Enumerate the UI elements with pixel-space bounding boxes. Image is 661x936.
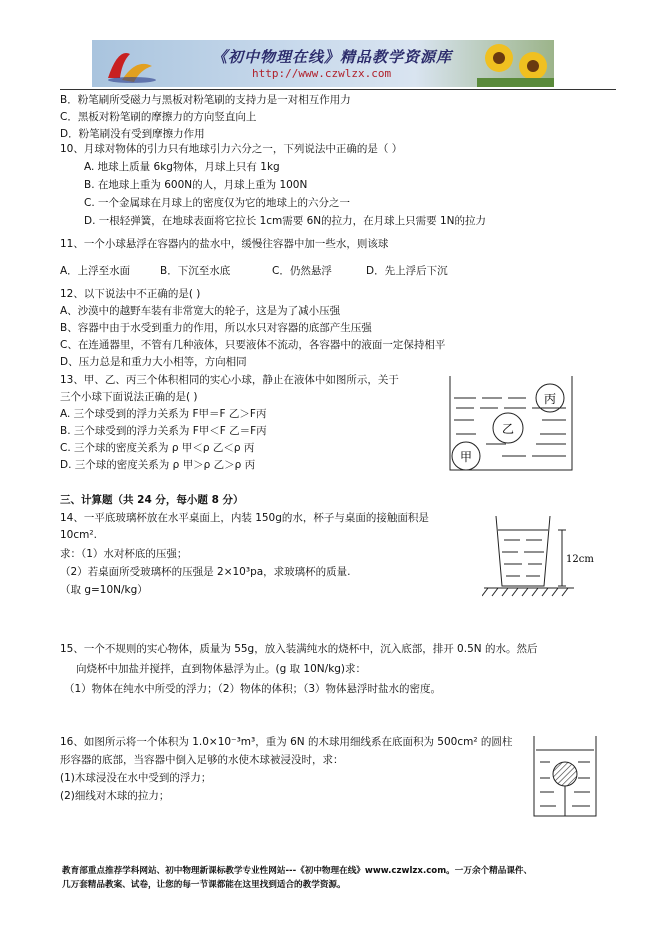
ball-bing-label: 丙	[543, 392, 557, 406]
q16-line3: (1)木球浸没在水中受到的浮力；	[60, 772, 212, 784]
q14-line4: （2）若桌面所受玻璃杯的压强是 2×10³pa，求玻璃杯的质量.	[60, 566, 351, 578]
ball-jia-label: 甲	[459, 450, 473, 464]
q10-option-c: C. 一个金属球在月球上的密度仅为它的地球上的六分之一	[84, 197, 351, 209]
q12-option-d: D、压力总是和重力大小相等，方向相同	[60, 356, 247, 368]
ball-yi-label: 乙	[501, 422, 515, 436]
q10-option-d: D. 一根轻弹簧，在地球表面将它拉长 1cm需要 6N的拉力，在月球上只需要 1N的拉力	[84, 215, 487, 227]
q13-stem-line2: 三个小球下面说法正确的是( )	[60, 391, 198, 403]
q11-option-d: D．先上浮后下沉	[366, 265, 448, 277]
q11-stem: 11、一个小球悬浮在容器内的盐水中，缓慢往容器中加一些水，则该球	[60, 238, 389, 250]
q10-option-b: B. 在地球上重为 600N的人，月球上重为 100N	[84, 179, 308, 191]
sunflower-icon	[477, 40, 554, 87]
q11-option-b: B．下沉至水底	[160, 265, 231, 277]
q16-line4: (2)细线对木球的拉力；	[60, 790, 170, 802]
header-banner	[92, 40, 554, 87]
q16-line1: 16、如图所示将一个体积为 1.0×10⁻³m³，重为 6N 的木球用细线系在底面积为 500cm² 的圆柱	[60, 736, 513, 748]
q9-option-d: D．粉笔刷没有受到摩擦力作用	[60, 128, 205, 140]
q13-option-d: D. 三个球的密度关系为 ρ 甲＞ρ 乙＞ρ 丙	[60, 459, 256, 471]
q13-option-b: B. 三个球受到的浮力关系为 F甲＜F 乙＝F丙	[60, 425, 267, 437]
site-title: 《初中物理在线》精品教学资源库	[212, 48, 453, 66]
q13-option-a: A. 三个球受到的浮力关系为 F甲＝F 乙＞F丙	[60, 408, 267, 420]
glass-height-label: 12cm	[566, 554, 594, 565]
q14-line1: 14、一平底玻璃杯放在水平桌面上，内装 150g的水，杯子与桌面的接触面积是	[60, 512, 429, 524]
q15-line3: （1）物体在纯水中所受的浮力；（2）物体的体积；（3）物体悬浮时盐水的密度。	[64, 683, 442, 695]
q12-option-c: C、在连通器里，不管有几种液体，只要液体不流动，各容器中的液面一定保持相平	[60, 339, 446, 351]
q13-stem-line1: 13、甲、乙、丙三个体积相同的实心小球，静止在液体中如图所示，关于	[60, 374, 399, 386]
q14-line3: 求：（1）水对杯底的压强；	[60, 548, 188, 560]
q14-line2: 10cm².	[60, 529, 97, 541]
q11-option-a: A．上浮至水面	[60, 265, 131, 277]
q12-stem: 12、以下说法中不正确的是( )	[60, 288, 201, 300]
q13-option-c: C. 三个球的密度关系为 ρ 甲＜ρ 乙＜ρ 丙	[60, 442, 255, 454]
header-rule	[60, 89, 616, 90]
q15-line2: 向烧杯中加盐并搅拌，直到物体悬浮为止。(g 取 10N/kg)求：	[76, 663, 367, 675]
q10-stem: 10、月球对物体的引力只有地球引力六分之一，下列说法中正确的是（ ）	[60, 143, 403, 155]
q9-option-c: C．黑板对粉笔刷的摩擦力的方向竖直向上	[60, 111, 257, 123]
q12-option-b: B、容器中由于水受到重力的作用，所以水只对容器的底部产生压强	[60, 322, 372, 334]
site-url[interactable]: http://www.czwlzx.com	[252, 67, 392, 80]
q9-option-b: B．粉笔刷所受磁力与黑板对粉笔刷的支持力是一对相互作用力	[60, 94, 351, 106]
footer-line2: 几万套精品教案、试卷，让您的每一节课都能在这里找到适合的教学资源。	[62, 880, 346, 890]
q12-option-a: A、沙漠中的越野车装有非常宽大的轮子，这是为了减小压强	[60, 305, 341, 317]
q13-container-figure	[446, 372, 578, 474]
q11-option-c: C．仍然悬浮	[272, 265, 332, 277]
footer-line1: 教育部重点推荐学科网站、初中物理新课标教学专业性网站---《初中物理在线》www.czwlzx.com。一万余个精品课件、	[62, 866, 533, 876]
q14-line5: （取 g=10N/kg）	[60, 584, 148, 596]
q15-line1: 15、一个不规则的实心物体，质量为 55g，放入装满纯水的烧杯中，沉入底部，排开 0.5N 的水。然后	[60, 643, 538, 655]
logo-icon	[100, 44, 160, 84]
q14-glass-figure	[482, 508, 602, 600]
section-3-heading: 三、计算题（共 24 分，每小题 8 分）	[60, 494, 244, 506]
q10-option-a: A. 地球上质量 6kg物体，月球上只有 1kg	[84, 161, 280, 173]
q16-line2: 形容器的底部，当容器中倒入足够的水使木球被浸没时，求：	[60, 754, 344, 766]
q16-container-figure	[530, 732, 602, 820]
wooden-ball	[553, 762, 577, 786]
